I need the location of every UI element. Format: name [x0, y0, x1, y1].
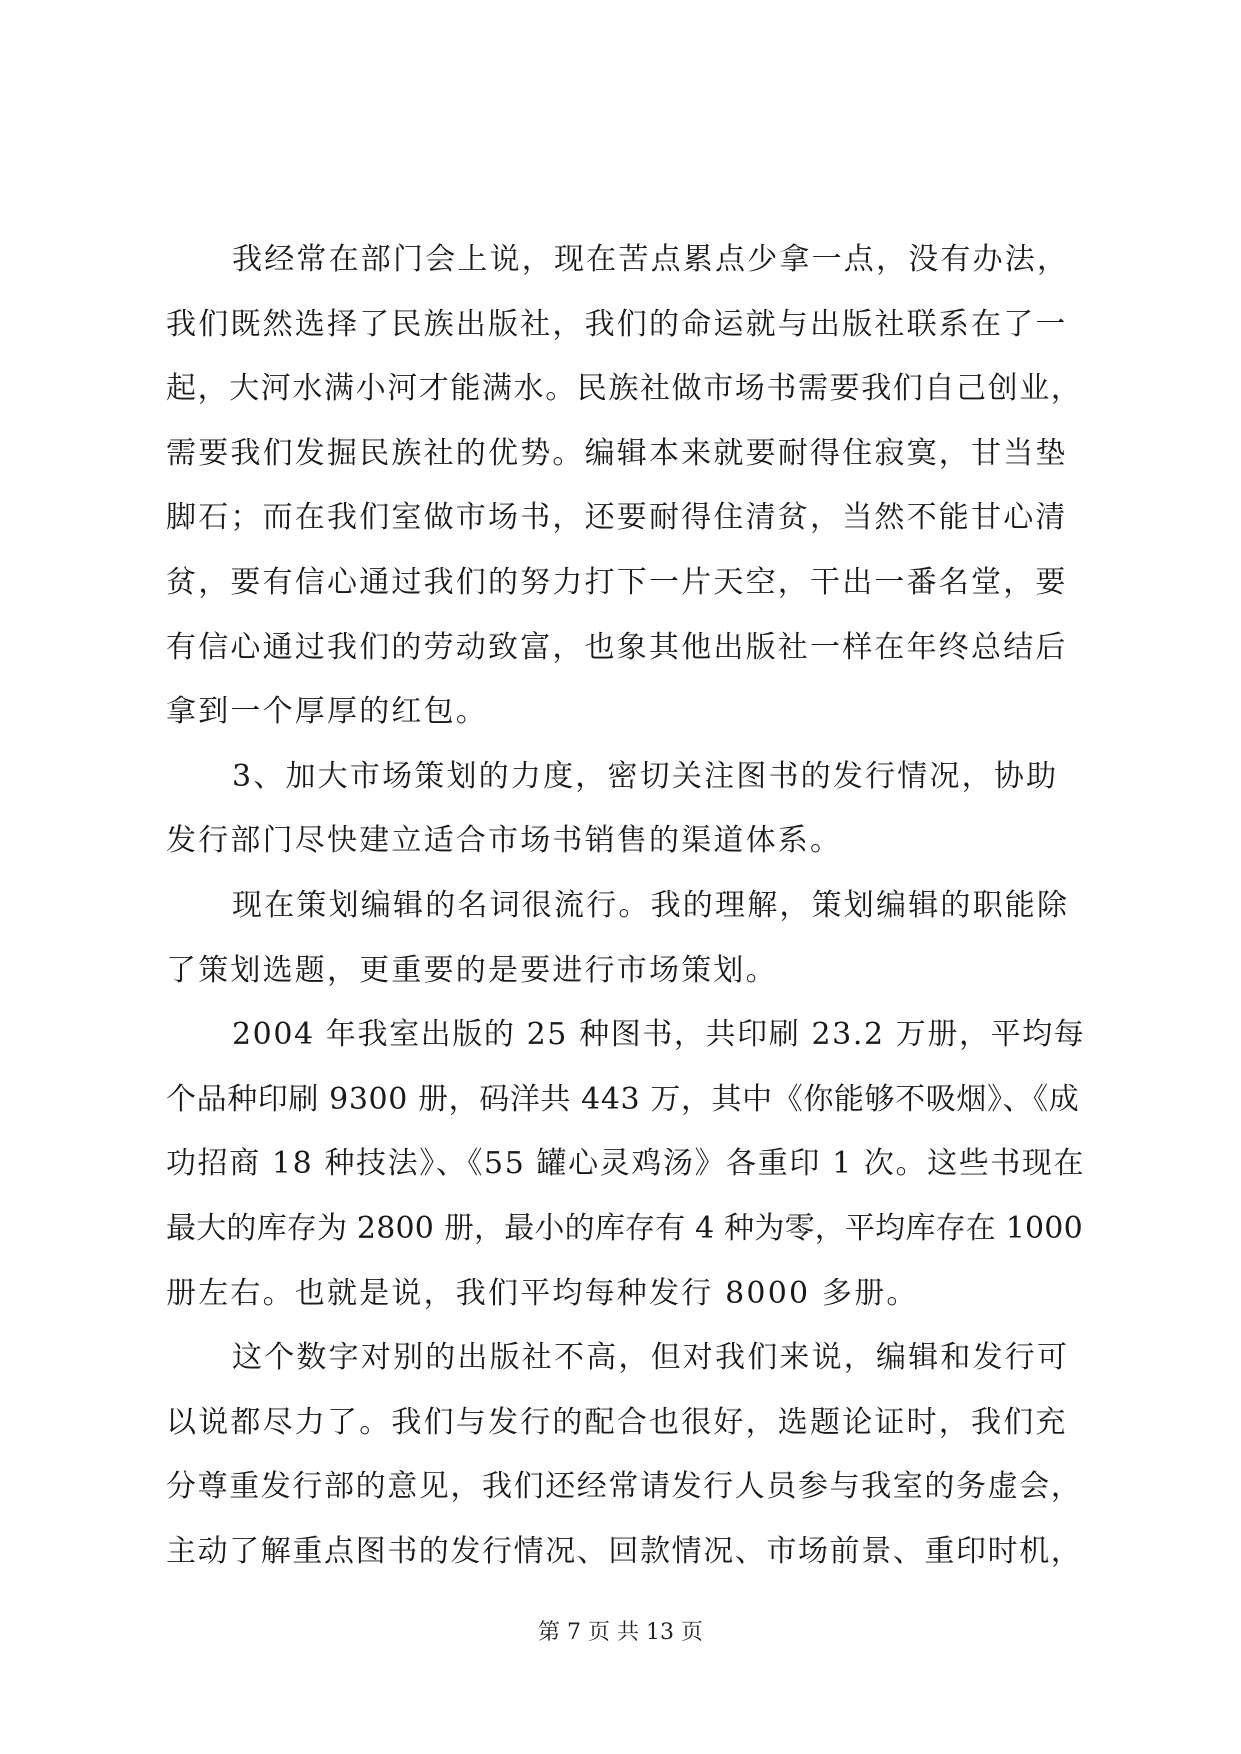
text-line: 发行部门尽快建立适合市场书销售的渠道体系。 [166, 823, 843, 859]
text-line: 现在策划编辑的名词很流行。我的理解，策划编辑的职能除 [232, 887, 1070, 923]
text-line: 功招商 18 种技法》、《55 罐心灵鸡汤》各重印 1 次。这些书现在 [166, 1146, 1086, 1182]
text-line: 主动了解重点图书的发行情况、回款情况、市场前景、重印时机， [166, 1533, 1083, 1569]
text-line: 以说都尽力了。我们与发行的配合也很好，选题论证时，我们充 [166, 1404, 1068, 1440]
text-line: 这个数字对别的出版社不高，但对我们来说，编辑和发行可 [232, 1340, 1070, 1376]
text-line: 我经常在部门会上说，现在苦点累点少拿一点，没有办法， [232, 242, 1070, 277]
text-line: 贫，要有信心通过我们的努力打下一片天空，干出一番名堂，要 [166, 564, 1068, 600]
text-line: 个品种印刷 9300 册，码洋共 443 万，其中《你能够不吸烟》、《成 [166, 1081, 1080, 1117]
text-line: 册左右。也就是说，我们平均每种发行 8000 多册。 [166, 1275, 919, 1311]
text-line: 最大的库存为 2800 册，最小的库存有 4 种为零，平均库存在 1000 [166, 1210, 1083, 1246]
text-line: 3、加大市场策划的力度，密切关注图书的发行情况，协助 [232, 758, 1059, 794]
text-line: 分尊重发行部的意见，我们还经常请发行人员参与我室的务虚会， [166, 1469, 1083, 1505]
text-line: 起，大河水满小河才能满水。民族社做市场书需要我们自己创业， [166, 371, 1083, 407]
text-line: 了策划选题，更重要的是要进行市场策划。 [166, 952, 778, 988]
document-body [166, 228, 1086, 1584]
text-line: 脚石；而在我们室做市场书，还要耐得住清贫，当然不能甘心清 [166, 500, 1068, 536]
page-footer: 第 7 页 共 13 页 [538, 1620, 703, 1645]
text-line: 有信心通过我们的劳动致富，也象其他出版社一样在年终总结后 [166, 629, 1068, 665]
text-line: 需要我们发掘民族社的优势。编辑本来就要耐得住寂寞，甘当垫 [166, 435, 1068, 471]
text-line: 拿到一个厚厚的红包。 [166, 694, 488, 730]
text-line: 我们既然选择了民族出版社，我们的命运就与出版社联系在了一 [166, 306, 1068, 342]
text-line: 2004 年我室出版的 25 种图书，共印刷 23.2 万册，平均每 [232, 1017, 1086, 1053]
